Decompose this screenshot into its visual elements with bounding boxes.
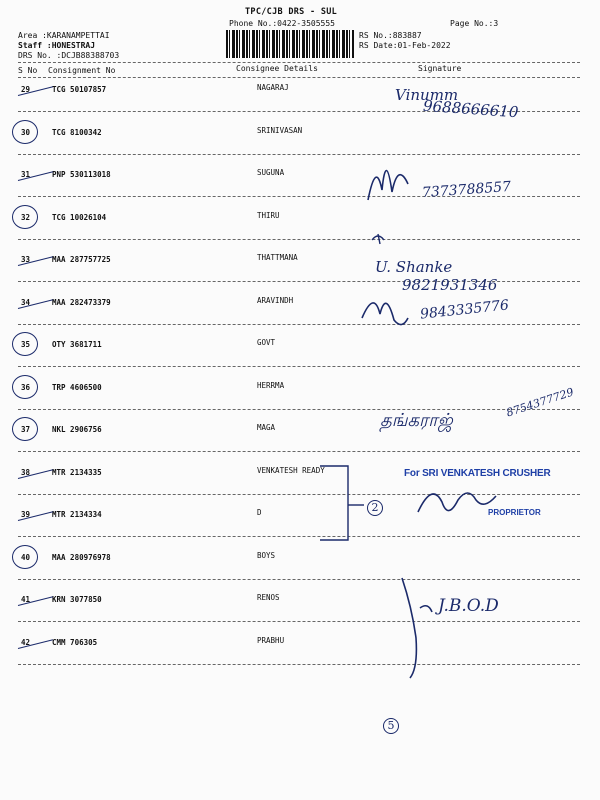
signature-32-scribble [372, 234, 384, 244]
row-sno: 33 [21, 255, 31, 264]
row-consignee: SUGUNA [257, 168, 285, 177]
row-consignee: NAGARAJ [257, 83, 289, 92]
row-sno: 30 [21, 127, 31, 137]
row-sno: 42 [21, 637, 31, 647]
circled-two: 2 [367, 500, 383, 516]
phone-34: 9843335776 [419, 297, 510, 323]
row-consignee: GOVT [257, 338, 276, 347]
signature-34-scribble [362, 303, 408, 325]
row-consignment: MTR 2134335 [52, 467, 102, 477]
row-sno: 37 [21, 425, 31, 434]
row-consignment: MAA 282473379 [52, 297, 111, 307]
row-sno: 38 [21, 467, 31, 477]
row-consignment: MAA 280976978 [52, 552, 111, 562]
row-consignee: HERRMA [257, 380, 285, 390]
phone-33: 9821931346 [402, 276, 498, 294]
signature-33: U. Shanke [375, 258, 453, 276]
row-consignee: RENOS [257, 593, 280, 602]
row-consignee: ARAVINDH [257, 295, 294, 305]
col-signature: Signature [418, 64, 462, 73]
row-sno: 41 [21, 595, 31, 604]
row-consignment: TRP 4606500 [52, 382, 102, 392]
stamp-proprietor: PROPRIETOR [488, 508, 541, 517]
row-consignee: BOYS [257, 550, 276, 560]
row-consignee: SRINIVASAN [257, 125, 303, 135]
phone-37: 8754377729 [504, 385, 576, 420]
staff-label: Staff :HONESTRAJ [18, 41, 96, 50]
col-sno: S No [18, 66, 38, 75]
signature-29: Vinumm [395, 86, 459, 104]
rs-number: RS No.:883887 [359, 31, 422, 40]
drs-number: DRS No. :DCJB88388703 [18, 51, 120, 60]
row-sno: 39 [21, 510, 31, 519]
signature-41: J.B.O.D [438, 596, 499, 616]
signature-41-scribble [402, 578, 432, 678]
bracket-mark [320, 466, 348, 540]
page-number: Page No.:3 [450, 19, 499, 28]
row-consignee: D [257, 508, 262, 517]
signature-31-scribble [368, 170, 408, 200]
row-consignment: NKL 2906756 [52, 425, 102, 434]
row-consignment: KRN 3077850 [52, 595, 102, 604]
row-consignment: TCG 10026104 [52, 212, 107, 222]
signature-38-scribble [418, 493, 496, 512]
row-sno: 32 [21, 212, 31, 222]
company-stamp: For SRI VENKATESH CRUSHER [404, 468, 551, 479]
row-consignee: MAGA [257, 423, 276, 432]
row-consignment: PNP 530113018 [52, 170, 111, 179]
signature-37: தங்கராஜ் [380, 410, 453, 431]
row-sno: 35 [21, 340, 31, 349]
col-consignment: Consignment No [48, 66, 116, 75]
row-consignment: MAA 287757725 [52, 255, 111, 264]
row-sno: 29 [21, 85, 31, 94]
phone-number: Phone No.:0422-3505555 [229, 19, 335, 28]
document-title: TPC/CJB DRS - SUL [245, 7, 338, 17]
row-sno: 40 [21, 552, 31, 562]
row-consignee: PRABHU [257, 635, 285, 645]
col-consignee: Consignee Details [236, 64, 318, 73]
row-consignee: THIRU [257, 210, 280, 220]
row-consignment: MTR 2134334 [52, 510, 102, 519]
row-consignment: CMM 706305 [52, 637, 98, 647]
row-consignment: OTY 3681711 [52, 340, 102, 349]
row-sno: 31 [21, 170, 31, 179]
row-consignee: THATTMANA [257, 253, 298, 262]
rs-date: RS Date:01-Feb-2022 [359, 41, 451, 50]
row-consignee: VENKATESH READY [257, 465, 325, 475]
page-count-circled: 5 [383, 718, 399, 734]
phone-29: 9688666610 [422, 96, 519, 122]
row-consignment: TCG 50107857 [52, 85, 107, 94]
row-sno: 34 [21, 297, 31, 307]
phone-31: 7373788557 [421, 178, 512, 202]
row-sno: 36 [21, 382, 31, 392]
area-label: Area :KARANAMPETTAI [18, 31, 110, 40]
row-consignment: TCG 8100342 [52, 127, 102, 137]
